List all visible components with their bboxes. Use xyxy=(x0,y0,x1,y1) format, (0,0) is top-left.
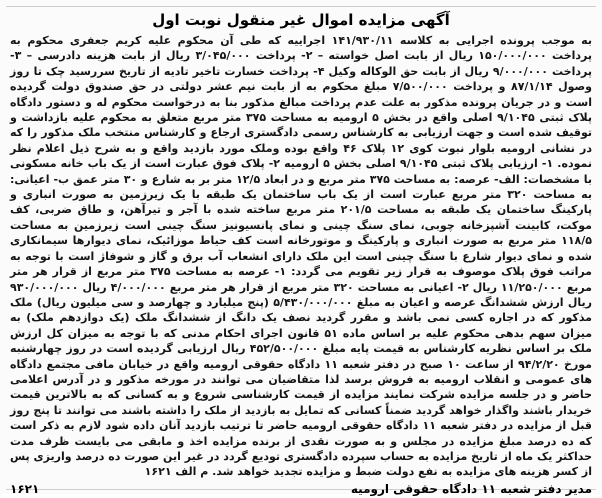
notice-title: آگهی مزایده اموال غیر منقول نوبت اول xyxy=(152,11,450,29)
office-signature: مدیر دفتر شعبه ۱۱ دادگاه حقوقی ارومیه xyxy=(350,481,592,496)
notice-body: به موجب پرونده اجرایی به کلاسه ۱۴۱/۹۳۰/۱۱ اجراییه که طی آن محکوم علیه کریم جعفری محکوم به پرداخت ۱۵۰/۰۰۰/۰۰۰ ریال از بابت اصل خواسته – ۲- پرداخت ۳/۰۴۵/۰۰۰ ریال از بابت هزینه دادرسی – ۳- پرداخت ۹/۰۰۰/۰۰۰ ریال از بابت حق الوکاله وکیل ۴- پرداخت خسارت تاخیر تادیه از تاریخ سررسید چک تا روز وصول ۸۷/۱/۱۴ و پرداخت ۷/۵۰۰/۰۰۰ مبلغ محکوم به از بابت نیم عشر دولتی در حق صندوق دولت گردیده است و در جریان پرونده مذکور به علت عدم پرداخت مبالغ مذکور بنا به درخواست محکوم له و دستور دادگاه پلاک ثبتی ۹/۱۰۴۵ اصلی واقع در بخش ۵ ارومیه به مساحت ۳۷۵ متر مربع متعلق به محکوم علیه بازداشت و توقیف شده است و جهت ارزیابی به کارشناس رسمی دادگستری ارجاع و کارشناس منتخب ملک مذکور را که در نشانی ارومیه بلوار نبوت کوی ۱۲ پلاک ۴۶ واقع بوده وملک مورد بازدید واقع و به شرح ذیل اعلام نظر نموده. ۱- ارزیابی پلاک ثبتی ۹/۱۰۴۵ اصلی بخش ۵ ارومیه ۲- پلاک فوق عبارت است از یک باب خانه مسکونی با مشخصات: الف- عرصه: به مساحت ۳۷۵ متر مربع و در ابعاد ۱۲/۵ متر بر به شارع و ۳۰ متر عمق ب- اعیانی: به مساحت ۳۲۰ متر مربع عبارت است از یک باب ساختمان یک طبقه با یک زیرزمین به صورت انباری و پارکینگ ساختمان یک طبقه به مساحت ۲۰۱/۵ متر مربع ساخته شده با آجر و تیرآهن، و طاق ضربی، کف موکت، کابینت آشپزخانه چوبی، نمای سنگ چینی و نمای پانسیونیز سنگ چینی است زیرزمین به مساحت ۱۱۸/۵ متر مربع به صورت انباری و پارکینگ و موتورخانه است کف حیاط موزائیک، نمای دیوارها سیمانکاری شده و نمای دیوار شارع با سنگ چینی است این ملک دارای انشعاب آب برق و گاز و شوفاژ است با توجه به مراتب فوق پلاک موصوف به قرار زیر تقویم می گردد: ۱- عرصه به مساحت ۳۷۵ متر مربع از قرار هر متر مربع ۱۱/۲۵۰/۰۰۰ ریال ۲- اعیانی به مساحت ۳۲۰ متر مربع از قرار هر متر مربع ۴/۰۰۰/۰۰۰ ریال ۹۳۰/۰۰۰/۰۰۰ ریال ارزش ششدانگ عرصه و اعیان به مبلغ ۵/۴۳۰/۰۰۰/۰۰۰ (پنج میلیارد و چهارصد و سی میلیون ریال) ملک مذکور که در اجاره کسی نمی باشد و مقرر گردید نصف یک دانگ از ششدانگ ملک (یک دوازدهم ملک) به میزان سهم بدهی محکوم علیه بر اساس ماده ۵۱ قانون اجرای احکام مدنی که با توجه به میزان کل ارزش ملک بر اساس نظریه کارشناس به قیمت پایه مبلغ ۴۵۲/۵۰۰/۰۰۰ ریال ارزیابی گردیده است در روز چهارشنبه مورخ ۹۴/۲/۲۰ از ساعت ۱۰ صبح در دفتر شعبه ۱۱ دادگاه حقوقی ارومیه واقع در خیابان مافی مجتمع دادگاه های عمومی و انقلاب ارومیه به فروش برسد لذا متقاضیان می توانند در مورخه مذکور و در آدرس اعلامی حاضر و در جلسه مزایده شرکت نمایند مزایده از قیمت کارشناسی شروع و به کسانی که به بالاترین قیمت خریدار باشند واگذار خواهد گردید ضمناً کسانی که تمایل به بازدید از ملک را داشته باشند می توانند تا پنج روز قبل از مزایده در دفتر شعبه ۱۱ دادگاه حقوقی ارومیه حاضر تا ترتیب بازدید آنان داده شود لازم به ذکر است که ده درصد مبلغ مزایده در مجلس و به صورت نقدی از برنده مزایده اخذ و مابقی می بایست ظرف مدت حداکثر یک ماه از تاریخ مزایده به حساب سپرده دادگستری تودیع گردد در غیر این صورت ده درصد واریزی پس از کسر هزینه های مزایده به نفع دولت ضبط و مزایده تجدید خواهد شد. م الف ۱۶۲۱ xyxy=(10,34,593,479)
notice-frame xyxy=(6,6,596,496)
notice-footer xyxy=(10,481,592,498)
reference-number: ۱۶۲۱ xyxy=(10,481,40,496)
